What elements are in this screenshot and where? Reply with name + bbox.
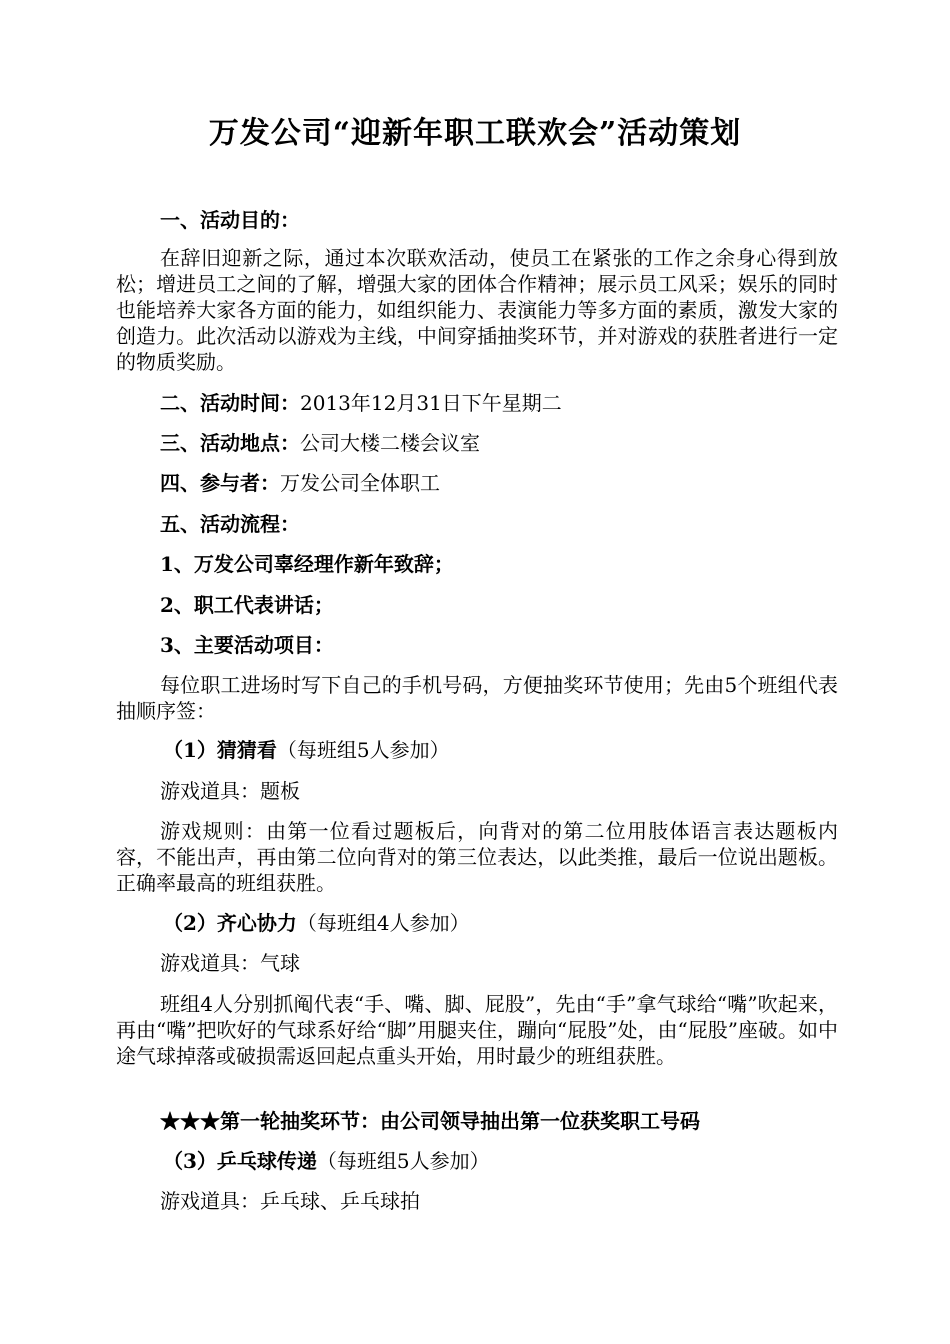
lottery-round-1: ★★★第一轮抽奖环节：由公司领导抽出第一位获奖职工号码	[160, 1109, 700, 1133]
game3-props: 游戏道具：乒乓球、乒乓球拍	[160, 1189, 420, 1213]
game2-props: 游戏道具：气球	[160, 951, 300, 975]
game2-title	[163, 910, 470, 936]
document-title: 万发公司“迎新年职工联欢会”活动策划	[208, 116, 742, 151]
game2-note: （每班组4人参加）	[296, 911, 470, 935]
process-step-3: 3、主要活动项目：	[160, 633, 334, 657]
section-location-value: 公司大楼二楼会议室	[300, 431, 480, 455]
section-participants-heading: 四、参与者：	[160, 471, 280, 495]
process-step-1: 1、万发公司辜经理作新年致辞；	[160, 552, 454, 576]
section-process-heading: 五、活动流程：	[160, 512, 300, 536]
section-time-value: 2013年12月31日下午星期二	[300, 391, 562, 415]
process-step-2: 2、职工代表讲话；	[160, 593, 334, 617]
section-participants	[160, 470, 440, 496]
section-location-heading: 三、活动地点：	[160, 431, 300, 455]
section-purpose-heading: 一、活动目的：	[160, 208, 300, 232]
game1-name: （1）猜猜看	[163, 738, 277, 762]
game2-name: （2）齐心协力	[163, 911, 297, 935]
game3-title	[163, 1148, 490, 1174]
section-purpose-body: 在辞旧迎新之际，通过本次联欢活动，使员工在紧张的工作之余身心得到放松；增进员工之间的了解，增强大家的团体合作精神；展示员工风采；娱乐的同时也能培养大家各方面的能力，如组织能力、表演能力等多方面的素质，激发大家的创造力。此次活动以游戏为主线，中间穿插抽奖环节，并对游戏的获胜者进行一定的物质奖励。	[116, 246, 838, 374]
section-time	[160, 390, 562, 416]
section-participants-value: 万发公司全体职工	[280, 471, 440, 495]
section-time-heading: 二、活动时间：	[160, 391, 300, 415]
game2-rules: 班组4人分别抓阄代表“手、嘴、脚、屁股”，先由“手”拿气球给“嘴”吹起来，再由“嘴”把吹好的气球系好给“脚”用腿夹住，蹦向“屁股”处，由“屁股”座破。如中途气球掉落或破损需返回起点重头开始，用时最少的班组获胜。	[116, 992, 838, 1068]
game1-note: （每班组5人参加）	[276, 738, 450, 762]
game3-name: （3）乒乓球传递	[163, 1149, 317, 1173]
process-intro: 每位职工进场时写下自己的手机号码，方便抽奖环节使用；先由5个班组代表抽顺序签：	[116, 673, 838, 723]
game1-props: 游戏道具：题板	[160, 779, 300, 803]
section-location	[160, 430, 480, 456]
game1-title	[163, 737, 450, 763]
game1-rules: 游戏规则：由第一位看过题板后，向背对的第二位用肢体语言表达题板内容，不能出声，再由第二位向背对的第三位表达，以此类推，最后一位说出题板。正确率最高的班组获胜。	[116, 819, 838, 895]
game3-note: （每班组5人参加）	[316, 1149, 490, 1173]
